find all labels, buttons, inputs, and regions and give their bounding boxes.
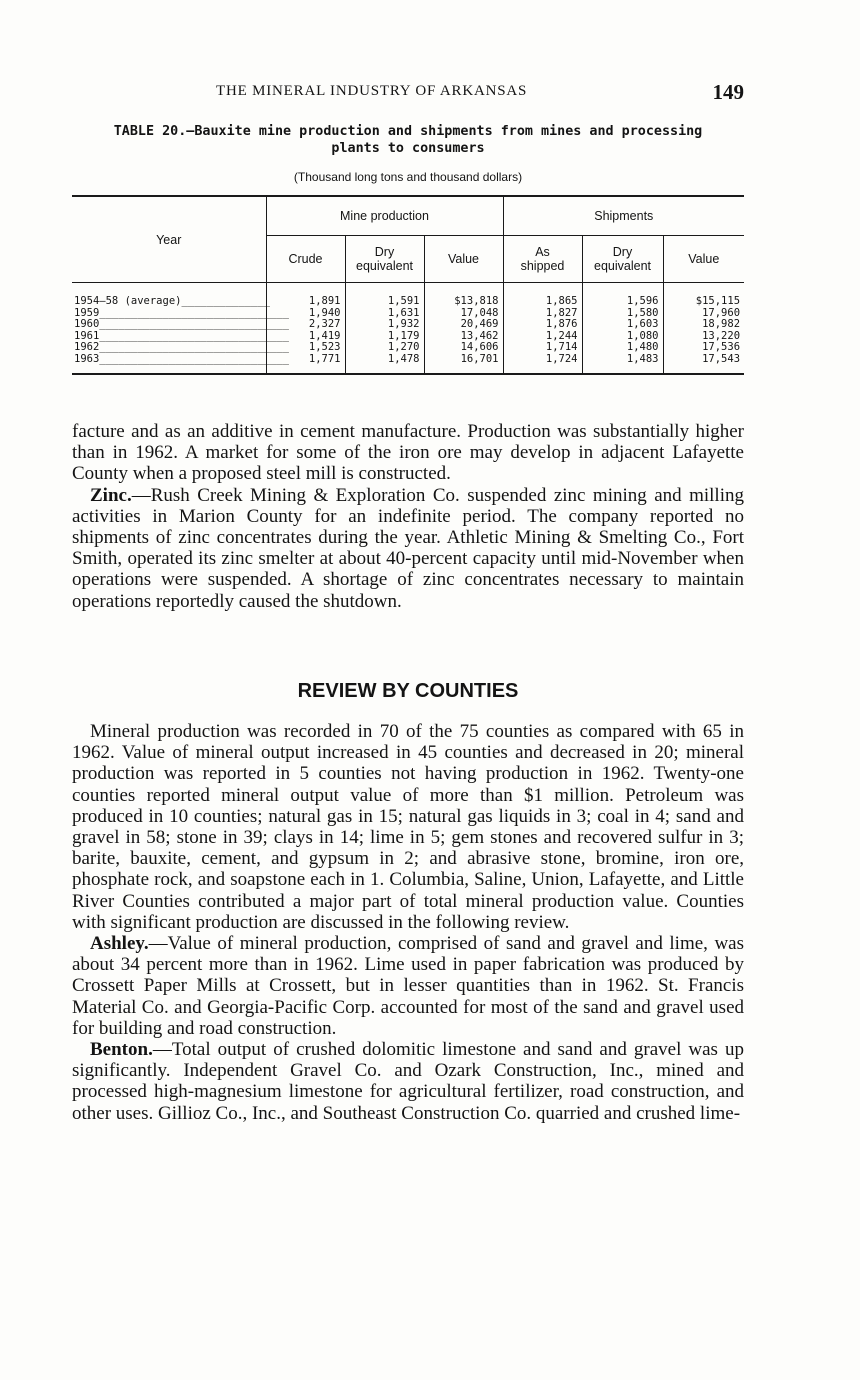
- year-cell: 1961______________________________: [74, 329, 289, 342]
- shipped-dry-cell: 1,603: [582, 319, 663, 331]
- table-row: [72, 354, 744, 375]
- paragraph-benton: [72, 1039, 744, 1124]
- crude-cell: 1,523: [266, 342, 345, 354]
- paragraph-zinc: [72, 485, 744, 612]
- paragraph-ashley-body: —Value of mineral production, comprised of sand and gravel and lime, was about 34 percent more than in 1962. Lime used in paper fabrication was produced by Crossett Paper Mills at Crossett, but in lesser quantities than in 1962. St. Francis Material Co. and Georgia-Pacific Corp. accounted for most of the sand and gravel used for building and road construction.: [72, 933, 744, 1039]
- body-text-upper: [72, 421, 744, 612]
- table-row: [72, 342, 744, 354]
- body-text-lower: [72, 721, 744, 1124]
- run-in-heading-ashley: Ashley.: [90, 933, 149, 955]
- column-header-year: Year: [72, 196, 266, 283]
- section-heading: REVIEW BY COUNTIES: [297, 680, 519, 702]
- shipped-value-cell: 18,982: [663, 319, 744, 331]
- dry-equivalent-cell: 1,631: [345, 308, 424, 320]
- paragraph-zinc-body: —Rush Creek Mining & Exploration Co. suspended zinc mining and milling activities in Marion County for an indefinite period. The company reported no shipments of zinc concentrates during the year. Athletic Mining & Smelting Co., Fort Smith, operated its zinc smelter at about 40-percent capacity until mid-November when operations were suspended. A shortage of zinc concentrates necessary to maintain operations reportedly caused the shutdown.: [72, 484, 744, 612]
- crude-cell: 2,327: [266, 319, 345, 331]
- crude-cell: 1,891: [266, 296, 345, 308]
- shipped-dry-cell: 1,483: [582, 354, 663, 375]
- dry-equivalent-cell: 1,932: [345, 319, 424, 331]
- crude-cell: 1,771: [266, 354, 345, 375]
- shipped-dry-cell: 1,480: [582, 342, 663, 354]
- dry-equivalent-cell: 1,179: [345, 331, 424, 343]
- crude-cell: 1,419: [266, 331, 345, 343]
- as-shipped-cell: 1,865: [503, 296, 582, 308]
- column-header-value: Value: [424, 236, 503, 283]
- paragraph-ashley: [72, 933, 744, 1039]
- value-cell: $13,818: [424, 296, 503, 308]
- value-cell: 20,469: [424, 319, 503, 331]
- column-group-shipments: Shipments: [503, 196, 744, 236]
- paragraph-continuation: facture and as an additive in cement manufacture. Production was substantially higher than in 1962. A market for some of the iron ore may develop in adjacent Lafayette County when a proposed steel mill is constructed.: [72, 421, 744, 485]
- year-cell: 1963______________________________: [72, 354, 266, 375]
- table-caption-line1: TABLE 20.—Bauxite mine production and shipments from mines and processing: [113, 124, 703, 139]
- table-caption-line2: plants to consumers: [331, 141, 485, 156]
- as-shipped-cell: 1,876: [503, 319, 582, 331]
- value-cell: 13,462: [424, 331, 503, 343]
- bauxite-production-table: [72, 195, 744, 375]
- paragraph-review-intro: Mineral production was recorded in 70 of the 75 counties as compared with 65 in 1962. Value of mineral output increased in 45 counties and decreased in 20; mineral production was reported in 5 counties not having production in 1962. Twenty-one counties reported mineral output value of more than $1 million. Petroleum was produced in 10 counties; natural gas in 15; natural gas liquids in 3; coal in 4; sand and gravel in 58; stone in 39; clays in 14; lime in 5; gem stones and recovered sulfur in 3; barite, bauxite, cement, and gypsum in 2; and abrasive stone, bromine, iron ore, phosphate rock, and soapstone each in 1. Columbia, Saline, Union, Lafayette, and Little River Counties contributed a major part of total mineral production value. Counties with significant production are discussed in the following review.: [72, 721, 744, 933]
- year-cell: 1960______________________________: [74, 318, 289, 330]
- dry-equivalent-cell: 1,591: [345, 296, 424, 308]
- year-cell: 1954–58 (average)______________: [74, 295, 270, 307]
- table-row: [72, 296, 744, 308]
- year-cell: 1962______________________________: [74, 341, 289, 353]
- column-header-shipped-value: Value: [663, 236, 744, 283]
- value-cell: 14,606: [424, 342, 503, 354]
- as-shipped-cell: 1,714: [503, 342, 582, 354]
- table-row: [72, 319, 744, 331]
- crude-cell: 1,940: [266, 308, 345, 320]
- shipped-value-cell: 17,960: [663, 308, 744, 320]
- shipped-dry-cell: 1,080: [582, 331, 663, 343]
- shipped-value-cell: $15,115: [663, 296, 744, 308]
- shipped-value-cell: 13,220: [663, 331, 744, 343]
- shipped-value-cell: 17,543: [663, 354, 744, 375]
- run-in-heading-zinc: Zinc.: [90, 484, 132, 506]
- as-shipped-cell: 1,827: [503, 308, 582, 320]
- column-group-mine-production: Mine production: [266, 196, 503, 236]
- page-number: 149: [712, 80, 744, 104]
- shipped-dry-cell: 1,596: [582, 296, 663, 308]
- running-header: [72, 80, 744, 104]
- column-header-crude: Crude: [266, 236, 345, 283]
- table-caption: [72, 123, 744, 157]
- dry-equivalent-cell: 1,270: [345, 342, 424, 354]
- year-cell: 1959______________________________: [74, 306, 289, 319]
- run-in-heading-benton: Benton.: [90, 1039, 153, 1061]
- table-units-note: (Thousand long tons and thousand dollars): [293, 170, 523, 184]
- column-header-dry-equivalent: Dry equivalent: [345, 236, 424, 283]
- shipped-value-cell: 17,536: [663, 342, 744, 354]
- paragraph-benton-body: —Total output of crushed dolomitic limestone and sand and gravel was up significantly. Independent Gravel Co. and Ozark Construction, Inc., mined and processed high-magnesium limestone for agricultural fertilizer, road construction, and other uses. Gillioz Co., Inc., and Southeast Construction Co. quarried and crushed lime-: [72, 1039, 744, 1124]
- shipped-dry-cell: 1,580: [582, 308, 663, 320]
- value-cell: 17,048: [424, 308, 503, 320]
- dry-equivalent-cell: 1,478: [345, 354, 424, 375]
- column-header-shipped-dry-equivalent: Dry equivalent: [582, 236, 663, 283]
- as-shipped-cell: 1,724: [503, 354, 582, 375]
- value-cell: 16,701: [424, 354, 503, 375]
- column-header-as-shipped: As shipped: [503, 236, 582, 283]
- bauxite-table-wrapper: [72, 195, 744, 375]
- running-title: THE MINERAL INDUSTRY OF ARKANSAS: [216, 83, 528, 99]
- as-shipped-cell: 1,244: [503, 331, 582, 343]
